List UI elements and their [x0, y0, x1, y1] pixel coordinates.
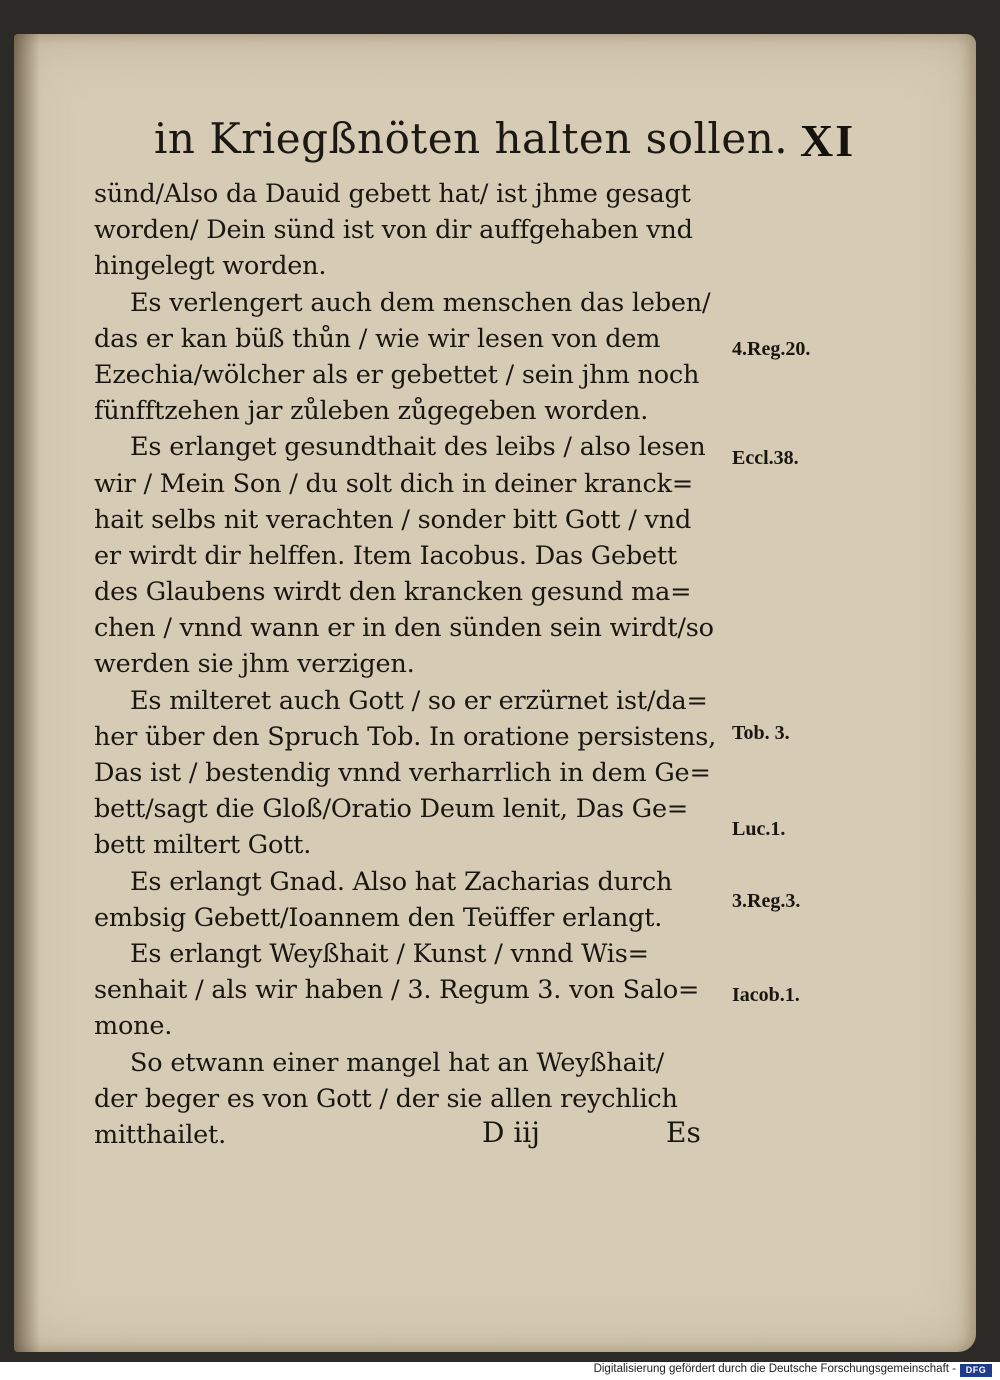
margin-note-3-reg-3: 3.Reg.3. [732, 890, 801, 912]
text-line: bett miltert Gott. [94, 830, 312, 861]
text-line: fünfftzehen jar zůleben zůgegeben worden. [94, 396, 649, 427]
text-line: Es erlangt Gnad. Also hat Zacharias durch [130, 866, 673, 897]
text-line: sünd/Also da Dauid gebett hat/ ist jhme gesagt [94, 179, 691, 209]
margin-note-iacob-1: Iacob.1. [732, 984, 800, 1006]
text-line: des Glaubens wirdt den krancken gesund ma= [94, 577, 692, 608]
running-title: in Kriegßnöten halten sollen. [154, 114, 789, 163]
text-line: embsig Gebett/Ioannem den Teüffer erlangt. [94, 902, 663, 933]
text-line: bett/sagt die Gloß/Oratio Deum lenit, Das Ge= [94, 794, 688, 825]
text-line: chen / vnnd wann er in den sünden sein wirdt/so [94, 613, 714, 644]
catchword: Es [666, 1116, 701, 1149]
main-text [94, 176, 754, 1153]
text-line: her über den Spruch Tob. In oratione persistens, [94, 721, 717, 752]
text-line: wir / Mein Son / du solt dich in deiner kranck= [94, 468, 694, 499]
signature-line [14, 1116, 976, 1156]
text-line: Ezechia/wölcher als er gebettet / sein jhm noch [94, 359, 700, 390]
text-line: das er kan büß thůn / wie wir lesen von dem [94, 323, 661, 354]
text-line: Das ist / bestendig vnnd verharrlich in dem Ge= [94, 758, 711, 788]
text-line: mitthailet. [94, 1119, 227, 1150]
text-line: hingelegt worden. [94, 251, 327, 282]
text-line: So etwann einer mangel hat an Weyßhait/ [130, 1047, 664, 1078]
text-line: Es erlangt Weyßhait / Kunst / vnnd Wis= [130, 938, 649, 969]
dfg-logo: DFG [960, 1364, 992, 1377]
margin-note-4-reg-20: 4.Reg.20. [732, 338, 811, 360]
page-header [14, 114, 976, 174]
text-line: hait selbs nit verachten / sonder bitt Gott / vnd [94, 504, 692, 535]
footer-bar [0, 1362, 1000, 1380]
text-line: mone. [94, 1011, 173, 1042]
folio-number: XI [800, 115, 856, 166]
signature-mark: D iij [482, 1116, 540, 1149]
margin-note-eccl-38: Eccl.38. [732, 447, 799, 469]
margin-note-luc-1: Luc.1. [732, 818, 786, 840]
book-page [14, 34, 976, 1352]
text-line: worden/ Dein sünd ist von dir auffgehaben vnd [94, 215, 693, 246]
text-line: werden sie jhm verzigen. [94, 649, 415, 680]
text-line: Es milteret auch Gott / so er erzürnet ist/da= [130, 685, 708, 716]
margin-note-tob-3: Tob. 3. [732, 722, 790, 744]
text-line: Es erlanget gesundthait des leibs / also lesen [130, 432, 706, 463]
text-line: senhait / als wir haben / 3. Regum 3. von Salo= [94, 975, 700, 1006]
text-line: der beger es von Gott / der sie allen reychlich [94, 1083, 678, 1114]
text-line: er wirdt dir helffen. Item Iacobus. Das Gebett [94, 540, 677, 571]
funding-credit: Digitalisierung gefördert durch die Deutsche Forschungsgemeinschaft - [593, 1363, 956, 1375]
text-line: Es verlengert auch dem menschen das leben/ [130, 287, 711, 318]
